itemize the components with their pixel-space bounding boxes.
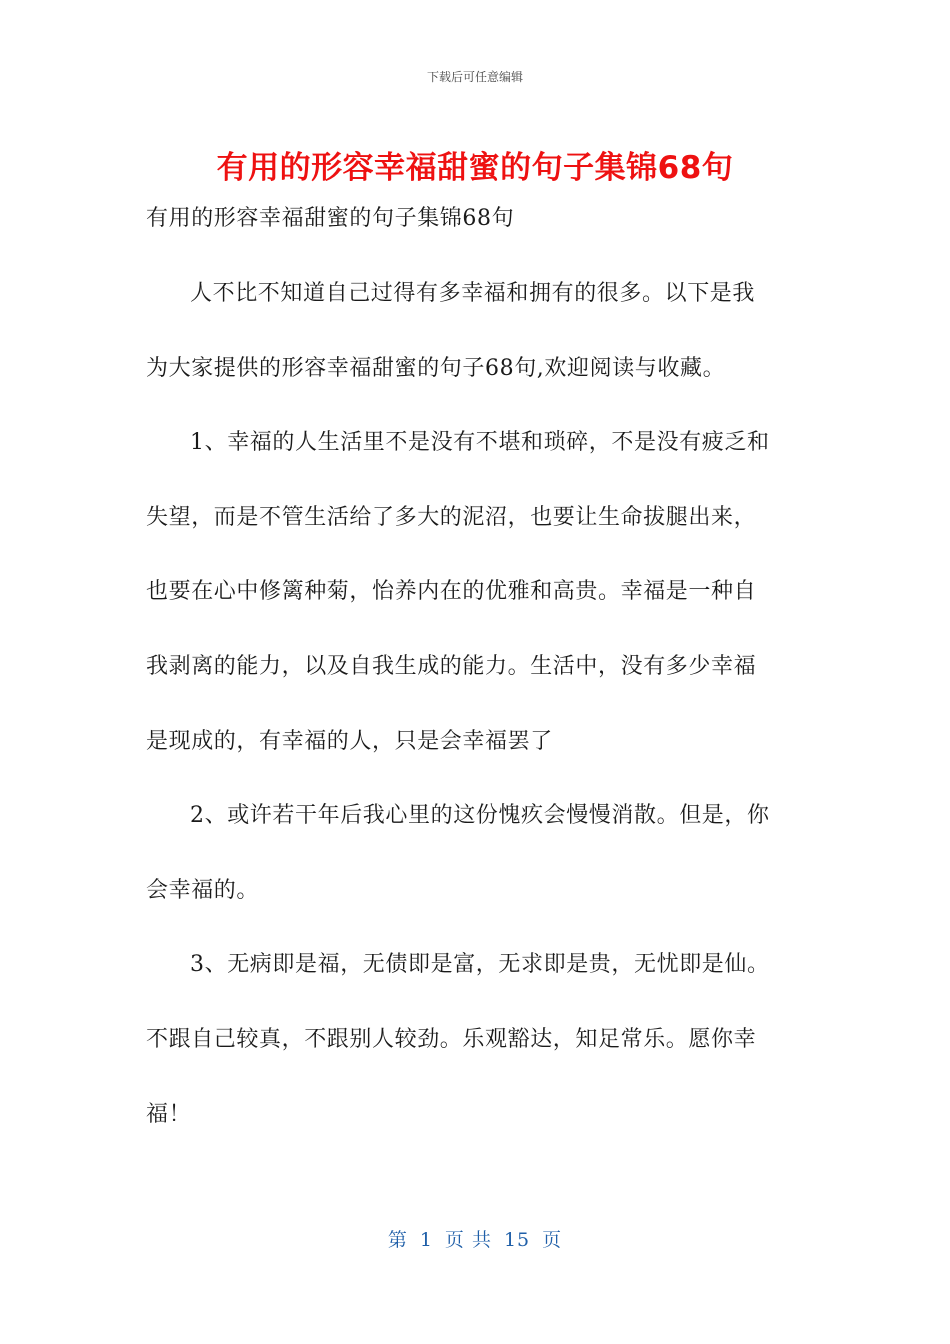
paragraph-lines <box>146 275 806 1170</box>
text-line: 3、无病即是福，无债即是富，无求即是贵，无忧即是仙。 <box>190 952 770 978</box>
footer-suffix: 页 <box>542 1229 563 1251</box>
page-footer <box>0 1225 950 1252</box>
text-line: 我剥离的能力，以及自我生成的能力。生活中，没有多少幸福 <box>146 653 757 679</box>
text-line: 1、幸福的人生活里不是没有不堪和琐碎，不是没有疲乏和 <box>190 430 770 456</box>
text-line: 会幸福的。 <box>146 877 260 903</box>
text-line: 失望，而是不管生活给了多大的泥沼，也要让生命拔腿出来， <box>146 504 757 530</box>
text-line: 为大家提供的形容幸福甜蜜的句子68句,欢迎阅读与收藏。 <box>146 355 726 381</box>
page-total: 15 <box>503 1229 531 1251</box>
document-subtitle: 有用的形容幸福甜蜜的句子集锦68句 <box>146 206 515 231</box>
page-number: 1 <box>419 1229 433 1251</box>
footer-middle: 页 共 <box>444 1229 492 1251</box>
document-body <box>146 200 806 1170</box>
document-title: 有用的形容幸福甜蜜的句子集锦68句 <box>216 150 734 186</box>
header-note: 下载后可任意编辑 <box>426 70 523 84</box>
text-line: 福！ <box>146 1101 192 1127</box>
text-line: 也要在心中修篱种菊，怡养内在的优雅和高贵。幸福是一种自 <box>146 579 757 605</box>
text-line: 是现成的，有幸福的人，只是会幸福罢了 <box>146 728 553 754</box>
text-line: 人不比不知道自己过得有多幸福和拥有的很多。以下是我 <box>190 281 756 306</box>
footer-prefix: 第 <box>387 1229 408 1251</box>
text-line: 不跟自己较真，不跟别人较劲。乐观豁达，知足常乐。愿你幸 <box>146 1026 757 1052</box>
text-line: 2、或许若干年后我心里的这份愧疚会慢慢消散。但是，你 <box>190 803 770 829</box>
